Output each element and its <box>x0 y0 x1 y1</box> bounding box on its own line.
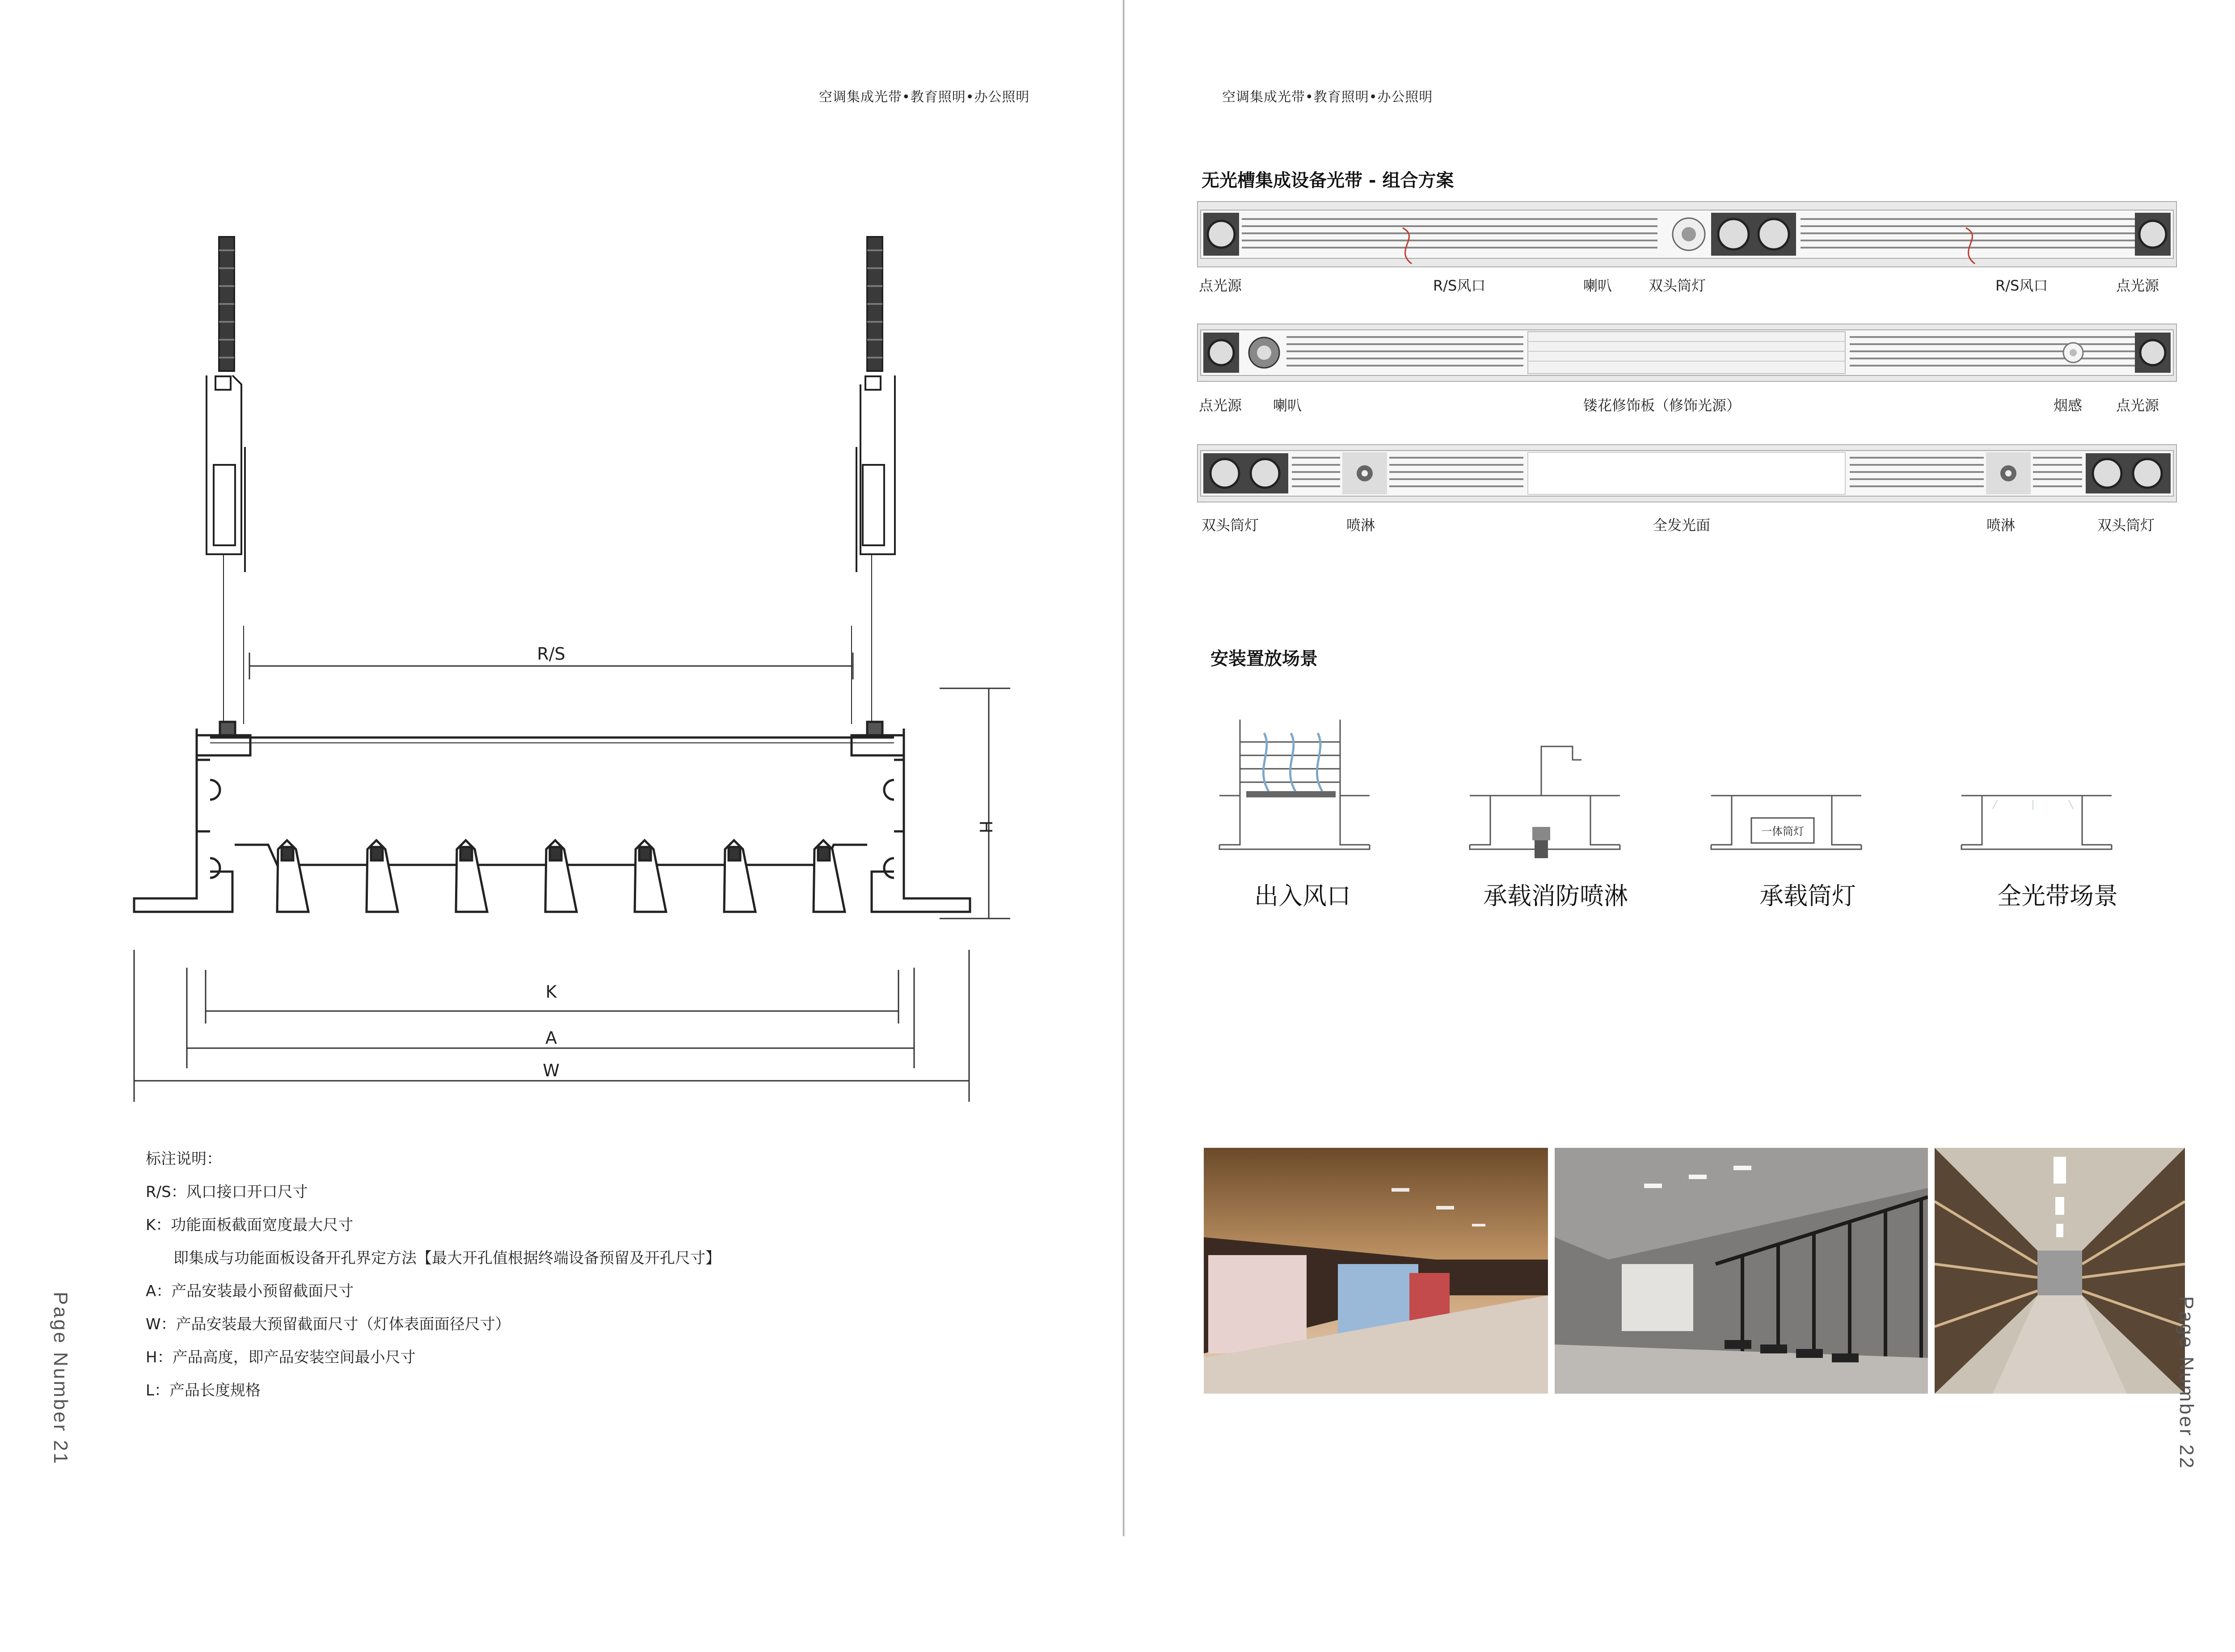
sprinkler-icon <box>1986 452 2031 494</box>
legend <box>146 1142 721 1407</box>
band3-label: 喷淋 <box>1346 517 1375 534</box>
cross-section-drawing <box>0 0 1123 1117</box>
rs-label: R/S <box>537 644 565 664</box>
legend-item: 即集成与功能面板设备开孔界定方法【最大开孔值根据终端设备预留及开孔尺寸】 <box>173 1249 721 1267</box>
scene-label: 出入风口 <box>1254 882 1351 910</box>
band1-label: 喇叭 <box>1583 277 1612 294</box>
band2-label: 镂花修饰板（修饰光源） <box>1583 397 1741 414</box>
double-downlight-icon <box>1203 453 1288 493</box>
photo-library <box>1935 1148 2185 1394</box>
photo-mall <box>1204 1148 1548 1394</box>
legend-item: W：产品安装最大预留截面尺寸（灯体表面面径尺寸） <box>146 1315 510 1333</box>
legend-item: A：产品安装最小预留截面尺寸 <box>146 1282 354 1300</box>
left-header: 空调集成光带•教育照明•办公照明 <box>819 89 1030 105</box>
panel-clips <box>277 840 845 912</box>
band3-label: 喷淋 <box>1986 517 2016 534</box>
section-combo-title: 无光槽集成设备光带 - 组合方案 <box>1202 170 1454 191</box>
band1-label: 点光源 <box>2116 277 2159 294</box>
h-label: H <box>976 820 995 834</box>
scene-label: 全光带场景 <box>1997 882 2118 910</box>
scene-label: 承载筒灯 <box>1759 882 1856 910</box>
light-band-2 <box>1197 324 2177 382</box>
legend-item: R/S：风口接口开口尺寸 <box>146 1183 308 1201</box>
left-page <box>0 0 1123 1536</box>
scene-full-band <box>1952 715 2140 867</box>
k-label: K <box>545 982 557 1002</box>
band1-label: 双头筒灯 <box>1649 277 1706 294</box>
scene-sprinkler <box>1461 715 1649 867</box>
right-hanger <box>852 237 895 724</box>
band2-label: 喇叭 <box>1273 397 1302 414</box>
speaker-icon <box>1673 218 1705 250</box>
left-page-number: Page Number 21 <box>50 1292 72 1466</box>
right-page-number: Page Number 22 <box>2176 1296 2197 1470</box>
band3-label: 双头筒灯 <box>1202 517 1259 534</box>
legend-item: K：功能面板截面宽度最大尺寸 <box>146 1216 354 1234</box>
sprinkler-icon <box>1342 452 1387 494</box>
w-label: W <box>543 1061 560 1080</box>
perforated-panel <box>1528 332 1845 374</box>
scene-air-outlet <box>1210 715 1398 867</box>
legend-item: L：产品长度规格 <box>146 1382 261 1399</box>
band1-label: 点光源 <box>1199 277 1242 294</box>
right-page <box>1126 0 2235 1536</box>
legend-title: 标注说明： <box>146 1150 222 1168</box>
double-downlight-icon <box>2086 453 2171 493</box>
section-scenes-title: 安装置放场景 <box>1210 649 1318 669</box>
band1-label: R/S风口 <box>1433 277 1486 294</box>
photo-lobby <box>1555 1148 1928 1394</box>
band2-label: 点光源 <box>2116 397 2159 414</box>
legend-item: H：产品高度，即产品安装空间最小尺寸 <box>146 1349 416 1366</box>
full-light-surface <box>1528 452 1845 494</box>
sprinkler-head-icon <box>1532 827 1550 858</box>
scene-label: 承载消防喷淋 <box>1483 882 1628 910</box>
left-hanger <box>207 237 245 724</box>
smoke-detector-icon <box>2063 343 2083 362</box>
scene-inline-label: 一体筒灯 <box>1761 825 1804 838</box>
light-band-1 <box>1197 201 2177 267</box>
light-band-3 <box>1197 444 2177 502</box>
spotlight-icon <box>2135 213 2171 256</box>
h-dimension <box>940 688 1010 919</box>
spotlight-icon <box>1203 213 1239 256</box>
band2-label: 点光源 <box>1199 397 1242 414</box>
speaker-icon <box>1249 337 1279 368</box>
band1-label: R/S风口 <box>1995 277 2048 294</box>
band3-label: 双头筒灯 <box>2097 517 2155 534</box>
double-downlight-icon <box>1711 213 1796 256</box>
band3-label: 全发光面 <box>1653 517 1711 534</box>
band2-label: 烟感 <box>2054 397 2083 414</box>
scene-downlight <box>1702 715 1890 867</box>
a-label: A <box>545 1028 557 1048</box>
spotlight-icon <box>2135 333 2171 373</box>
right-header: 空调集成光带•教育照明•办公照明 <box>1222 89 1433 105</box>
spotlight-icon <box>1203 333 1239 373</box>
